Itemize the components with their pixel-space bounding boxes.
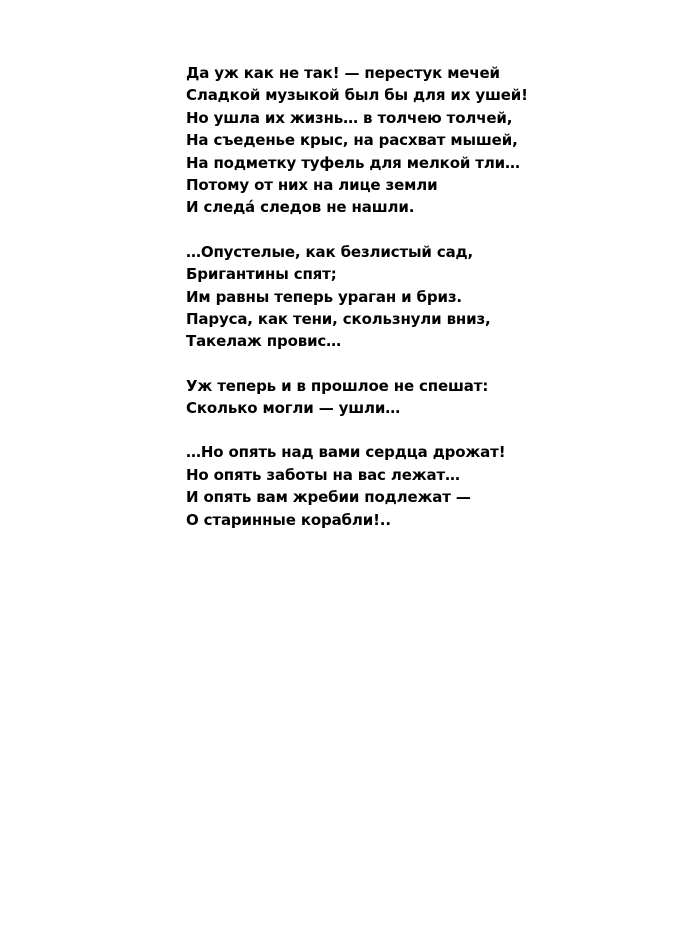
poem-line: Им равны теперь ураган и бриз. — [186, 287, 462, 306]
poem-line: И следа́ следов не нашли. — [186, 198, 415, 217]
poem-line: На съеденье крыс, на расхват мышей, — [186, 131, 518, 150]
stanza-4 — [186, 441, 606, 531]
poem-line: …Но опять над вами сердца дрожат! — [186, 443, 506, 462]
poem — [186, 62, 606, 553]
poem-line: Сладкой музыкой был бы для их ушей! — [186, 86, 528, 105]
poem-line: Но опять заботы на вас лежат… — [186, 465, 460, 484]
poem-line: Такелаж провис… — [186, 332, 342, 351]
poem-line: Потому от них на лице земли — [186, 175, 438, 194]
poem-line: Но ушла их жизнь… в толчею толчей, — [186, 108, 513, 127]
stanza-2 — [186, 241, 606, 353]
poem-line: Да уж как не так! — перестук мечей — [186, 64, 500, 82]
poem-line: Уж теперь и в прошлое не спешат: — [186, 376, 489, 395]
poem-line: Сколько могли — ушли… — [186, 399, 401, 418]
poem-line: На подметку туфель для мелкой тли… — [186, 153, 520, 172]
stanza-3 — [186, 375, 606, 420]
poem-line: …Опустелые, как безлистый сад, — [186, 242, 474, 261]
poem-line: Паруса, как тени, скользнули вниз, — [186, 309, 491, 328]
stanza-1 — [186, 62, 606, 219]
poem-line: И опять вам жребии подлежат — — [186, 488, 471, 507]
poem-line: О старинные корабли!.. — [186, 510, 391, 529]
poem-line: Бригантины спят; — [186, 265, 337, 284]
